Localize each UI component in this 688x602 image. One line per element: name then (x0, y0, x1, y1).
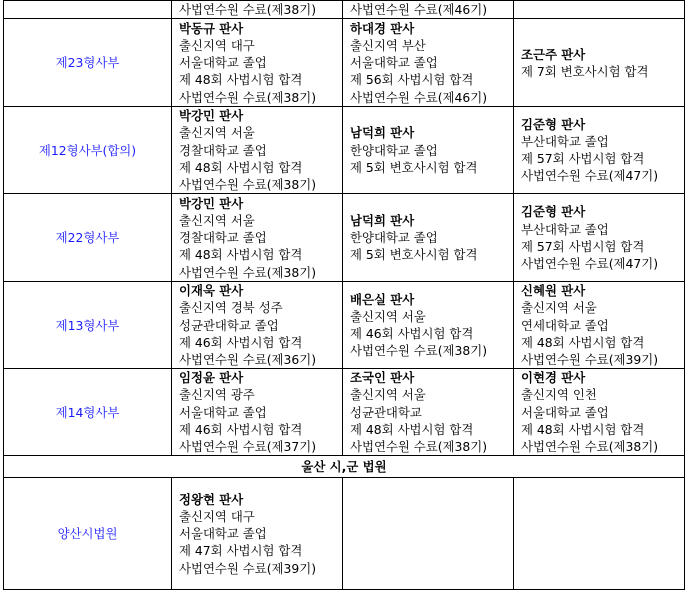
judge-cell (343, 1, 514, 19)
judge-detail: 사법연수원 수료(제38기) (179, 264, 317, 280)
judge-detail: 출신지역 부산 (350, 37, 426, 53)
judge-cell (514, 369, 685, 456)
judge-detail: 사법연수원 수료(제46기) (350, 89, 488, 105)
judge-detail: 출신지역 대구 (179, 37, 255, 53)
judge-detail: 제 48회 사법시험 합격 (179, 247, 303, 263)
judge-detail: 제 7회 변호사시험 합격 (521, 63, 649, 79)
judge-detail: 성균관대학교 (350, 404, 422, 420)
judge-detail: 서울대학교 졸업 (350, 55, 438, 71)
judge-detail: 서울대학교 졸업 (521, 404, 609, 420)
judge-detail: 한양대학교 졸업 (350, 142, 438, 158)
judge-cell (172, 19, 343, 107)
judge-cell (172, 107, 343, 194)
judge-cell (172, 369, 343, 456)
judge-name: 하대경 판사 (350, 20, 415, 36)
empty-cell (514, 478, 685, 590)
court-division-name: 제12형사부(합의) (4, 107, 172, 194)
judge-detail: 제 46회 사법시험 합격 (179, 421, 303, 437)
judge-detail: 서울대학교 졸업 (179, 526, 267, 542)
judge-name: 박강민 판사 (179, 195, 244, 211)
judge-detail: 제 48회 사법시험 합격 (521, 421, 645, 437)
judge-detail: 제 57회 사법시험 합격 (521, 151, 645, 167)
judge-detail: 경찰대학교 졸업 (179, 230, 267, 246)
judge-detail: 부산대학교 졸업 (521, 134, 609, 149)
judge-detail: 한양대학교 졸업 (350, 230, 438, 246)
judge-detail: 출신지역 광주 (179, 387, 255, 403)
court-division-name: 제14형사부 (4, 369, 172, 456)
judge-detail: 사법연수원 수료(제46기) (350, 2, 488, 17)
judge-detail: 출신지역 서울 (521, 300, 597, 316)
judge-detail: 사법연수원 수료(제47기) (521, 255, 659, 271)
court-division-name: 제22형사부 (4, 194, 172, 282)
judge-detail: 출신지역 경북 성주 (179, 300, 283, 316)
judge-detail: 경찰대학교 졸업 (179, 142, 267, 158)
judge-detail: 출신지역 서울 (350, 387, 426, 403)
judge-detail: 사법연수원 수료(제38기) (521, 439, 659, 455)
region-header: 울산 시,군 법원 (4, 456, 685, 478)
judge-detail: 사법연수원 수료(제38기) (350, 343, 488, 359)
judge-detail: 제 46회 사법시험 합격 (350, 326, 474, 342)
judge-detail: 사법연수원 수료(제47기) (521, 168, 659, 184)
judge-detail: 사법연수원 수료(제39기) (179, 560, 317, 576)
judge-cell (514, 282, 685, 369)
judge-detail: 서울대학교 졸업 (179, 404, 267, 420)
judge-detail: 출신지역 서울 (179, 212, 255, 228)
judge-detail: 제 48회 사법시험 합격 (521, 334, 645, 350)
judge-detail: 성균관대학교 졸업 (179, 317, 279, 333)
judge-detail: 제 46회 사법시험 합격 (179, 334, 303, 350)
judge-detail: 제 48회 사법시험 합격 (179, 159, 303, 175)
judge-detail: 서울대학교 졸업 (179, 55, 267, 71)
court-row (4, 478, 685, 590)
court-row (4, 19, 685, 107)
judge-detail: 부산대학교 졸업 (521, 221, 609, 237)
judge-name: 남덕희 판사 (350, 212, 415, 228)
judge-name: 조국인 판사 (350, 370, 415, 386)
court-row (4, 1, 685, 19)
judge-detail: 출신지역 인천 (521, 387, 597, 403)
judge-roster-table (3, 0, 685, 590)
judge-detail: 제 5회 변호사시험 합격 (350, 159, 478, 175)
judge-detail: 제 48회 사법시험 합격 (179, 72, 303, 88)
judge-detail: 사법연수원 수료(제38기) (179, 89, 317, 105)
empty-cell (514, 1, 685, 19)
judge-name: 박동규 판사 (179, 20, 244, 36)
judge-name: 정왕현 판사 (179, 491, 244, 507)
judge-cell (343, 19, 514, 107)
judge-name: 남덕희 판사 (350, 125, 415, 141)
court-division-name: 양산시법원 (4, 478, 172, 590)
judge-detail: 제 47회 사법시험 합격 (179, 543, 303, 559)
judge-detail: 사법연수원 수료(제38기) (179, 177, 317, 193)
judge-detail: 사법연수원 수료(제39기) (521, 352, 659, 368)
judge-cell (172, 478, 343, 590)
judge-name: 박강민 판사 (179, 108, 244, 124)
judge-name: 김준형 판사 (521, 204, 586, 220)
judge-name: 이재욱 판사 (179, 283, 244, 299)
roster-body (4, 1, 685, 590)
court-division-name: 제23형사부 (4, 19, 172, 107)
judge-detail: 연세대학교 졸업 (521, 317, 609, 333)
judge-detail: 제 48회 사법시험 합격 (350, 421, 474, 437)
court-row (4, 107, 685, 194)
judge-detail: 출신지역 대구 (179, 508, 255, 524)
judge-detail: 출신지역 서울 (179, 125, 255, 141)
judge-name: 김준형 판사 (521, 116, 586, 132)
judge-detail: 사법연수원 수료(제38기) (179, 2, 317, 17)
court-row (4, 194, 685, 282)
judge-cell (343, 282, 514, 369)
judge-detail: 사법연수원 수료(제37기) (179, 439, 317, 455)
judge-name: 임정윤 판사 (179, 370, 244, 386)
judge-cell (172, 194, 343, 282)
judge-cell (343, 107, 514, 194)
judge-name: 신혜원 판사 (521, 283, 586, 299)
judge-cell (343, 369, 514, 456)
region-header-row (4, 456, 685, 478)
judge-name: 이현경 판사 (521, 370, 586, 386)
judge-cell (514, 19, 685, 107)
judge-detail: 제 57회 사법시험 합격 (521, 238, 645, 254)
judge-name: 조근주 판사 (521, 46, 586, 62)
judge-detail: 제 56회 사법시험 합격 (350, 72, 474, 88)
judge-name: 배은실 판사 (350, 291, 415, 307)
judge-cell (172, 1, 343, 19)
court-division-name (4, 1, 172, 19)
court-division-name: 제13형사부 (4, 282, 172, 369)
judge-detail: 제 5회 변호사시험 합격 (350, 247, 478, 263)
judge-cell (172, 282, 343, 369)
judge-detail: 사법연수원 수료(제38기) (350, 439, 488, 455)
judge-detail: 사법연수원 수료(제36기) (179, 352, 317, 368)
judge-detail: 출신지역 서울 (350, 309, 426, 325)
court-row (4, 369, 685, 456)
judge-cell (514, 107, 685, 194)
judge-cell (343, 194, 514, 282)
empty-cell (343, 478, 514, 590)
court-row (4, 282, 685, 369)
judge-cell (514, 194, 685, 282)
